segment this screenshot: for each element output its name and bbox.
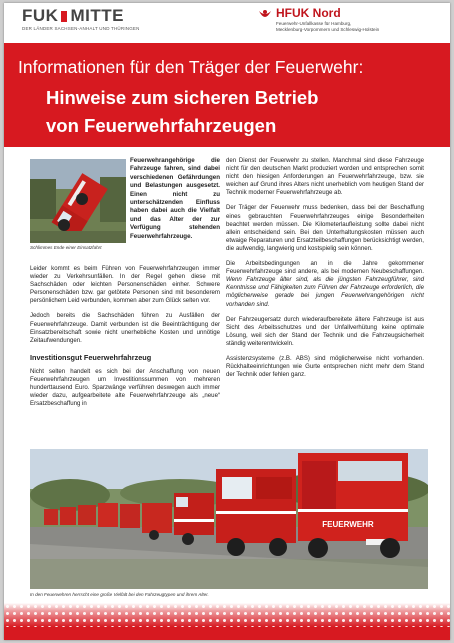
photo2-caption: In den Feuerwehren herrscht eine große Vielfalt bei den Fahrzeugtypen und ihrem Alter. [30,592,209,597]
right-paragraph-3-italic: Wenn Fahrzeuge älter sind, als die jüngsten Fahrzeugführer, sind Kenntnisse und Fähigkeiten zum Führen der Fahrzeuge erforderlich, die möglicherweise gerade bei jungen Feuerwehrangehörigen nicht vorhanden sind. [226,276,424,308]
fire-trucks-photo [30,449,428,589]
right-paragraph-4: Der Fahrzeugersatz durch wiederaufbereitete ältere Fahrzeuge ist aus Sicht des Arbeitsschutzes und der Unfallverhütung keine optimale Lösung, weil sich der Stand der Technik und die Fahrzeugsicherheit ständig weiterentwickeln. [226,315,424,347]
banner-kicker: Informationen für den Träger der Feuerwehr: [18,57,364,77]
left-paragraph-2: Jedoch bereits die Sachschäden führen zu Ausfällen der Feuerwehrfahrzeuge. Damit verbunden ist die Beeinträchtigung der Einsatzbereitschaft sowie nicht unerhebliche Kosten und unnötige Zeitaufwendungen. [30,312,220,344]
truck-lettering: FEUERWEHR [322,520,374,529]
hfuk-line-1: Feuerwehr-Unfallkasse für Hamburg, [276,21,352,26]
left-column [30,265,220,415]
crashed-truck-photo [30,159,126,243]
right-paragraph-3: Die Arbeitsbedingungen an in die Jahre gekommener Feuerwehrfahrzeuge sind andere, als bei modernen Neubeschaffungen. Wenn Fahrzeuge älter sind, als die jüngsten Fahrzeugführer, sind Kenntnisse und Fähigkeiten zum Führen der Fahrzeuge erforderlich, die möglicherweise gerade bei jungen Feuerwehrangehörigen nicht vorhanden sind. [226,260,424,308]
hfuk-logo-icon [258,9,272,23]
title-banner [4,43,450,147]
fuk-mitte-subtitle: DER LÄNDER SACHSEN-ANHALT UND THÜRINGEN [22,26,140,31]
left-paragraph-3: Nicht selten handelt es sich bei der Anschaffung von neuen Feuerwehrfahrzeugen um Investitionssummen von mehreren hunderttausend Euro. Sparzwänge verführen deswegen auch immer wieder dazu, aufgearbeitete alte Feuerwehrfahrzeuge als „neue“ Ersatzbeschaffung in [30,367,220,408]
right-paragraph-1: den Dienst der Feuerwehr zu stellen. Manchmal sind diese Fahrzeuge nicht für den deutschen Markt produziert worden und entsprechen somit nicht den hiesigen Anforderungen an Feuerwehrfahrzeuge, bzw. sie weichen auf Grund ihres Alters nicht unerheblich vom heutigen Stand der Technik moderner Feuerwehrfahrzeuge ab. [226,157,424,197]
left-paragraph-1: Leider kommt es beim Führen von Feuerwehrfahrzeugen immer wieder zu Verkehrsunfällen. In der Regel gehen diese mit Sachschäden oder leichten Personenschäden einher. Schwere Personenschäden bzw. gar getötete Personen sind mit besonderem persönlichem Leid verbunden, kommen aber zum Glück selten vor. [30,265,220,305]
banner-title-line-2: von Feuerwehrfahrzeugen [46,115,277,136]
page-header [4,3,450,43]
photo1-caption: Schlimmes Ende einer Einsatzfahrt [30,245,102,250]
right-paragraph-5: Assistenzsysteme (z.B. ABS) sind möglicherweise nicht vorhanden. Rückhalteeinrichtungen wie Gurte entsprechen nicht mehr dem Stand der Technik oder fehlen ganz. [226,354,424,379]
right-column [226,157,424,386]
right-paragraph-2: Der Träger der Feuerwehr muss bedenken, dass bei der Beschaffung eines gebrauchten Feuerwehrfahrzeuges einige Besonderheiten beachtet werden müssen. Die Kilometerlaufleistung sollte dabei nicht allein entscheidend sein. Bei den Unterhaltungskosten müssen auch etwaige Reparaturen und Ersatzteilbeschaffungen berücksichtigt werden, die aufwendig, langwierig und kostspielig sein können. [226,204,424,252]
fuk-mitte-logo: FUK MITTE DER LÄNDER SACHSEN-ANHALT UND THÜRINGEN [22,6,140,31]
footer-band [4,603,450,640]
intro-text: Feuerwehrangehörige die Fahrzeuge fahren, sind dabei verschiedenen Gefährdungen und Belastungen ausgesetzt. Einen nicht zu unterschätzenden Einfluss haben dabei auch die Vielfalt und das Alter der zur Verfügung stehenden Feuerwehrfahrzeuge. [130,157,220,240]
hfuk-brand: HFUK Nord [276,6,341,20]
banner-title-line-1: Hinweise zum sicheren Betrieb [46,87,319,108]
section-heading: Investitionsgut Feuerwehrfahrzeug [30,352,152,362]
hfuk-line-2: Mecklenburg-Vorpommern und Schleswig-Holstein [276,27,380,32]
document-page [4,3,450,640]
